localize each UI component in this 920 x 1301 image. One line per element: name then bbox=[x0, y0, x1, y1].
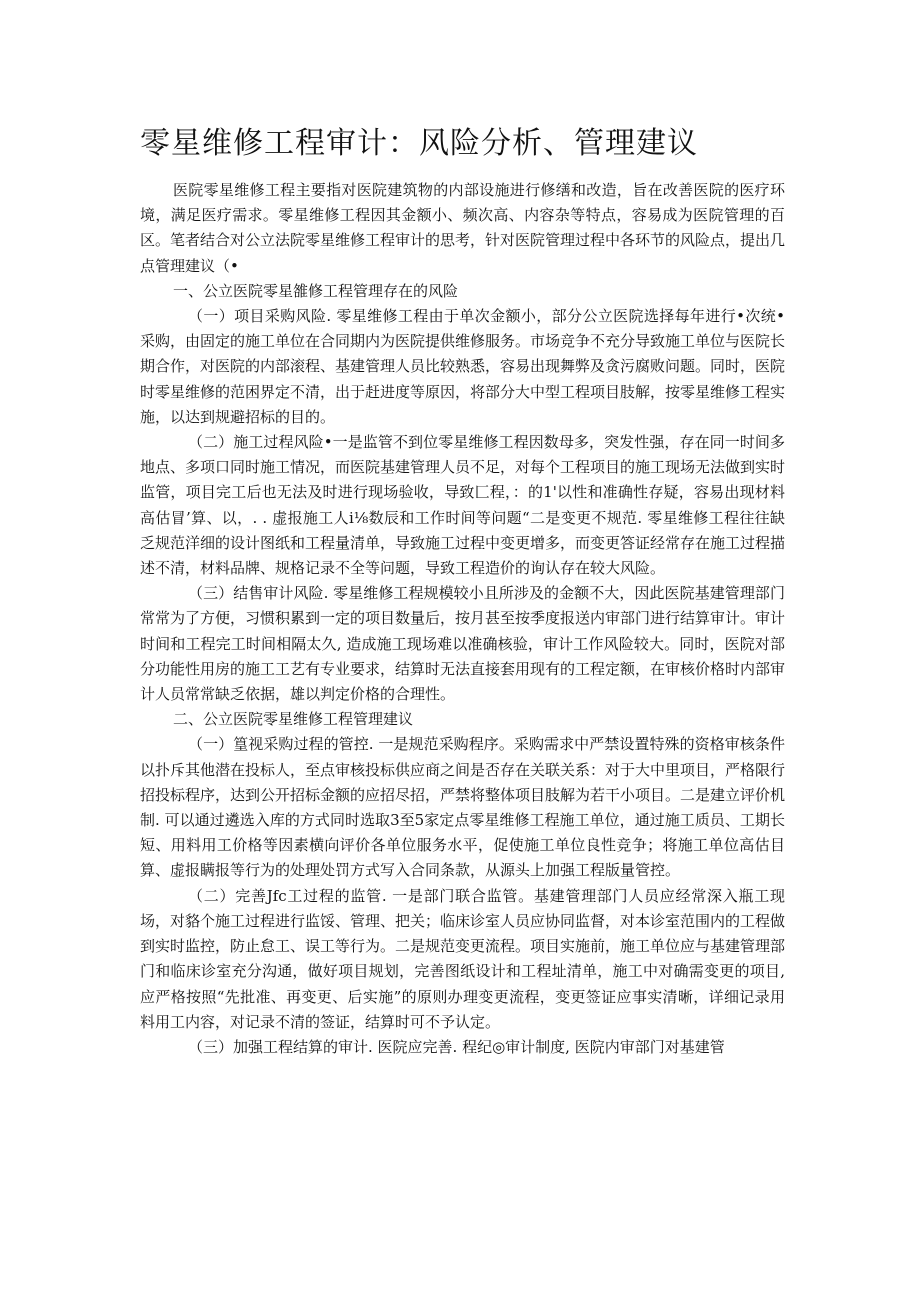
paragraph-settlement-risk: （三）结售审计风险. 零星维修工程规模较小且所涉及的金额不大，因此医院基建管理部门常常为了方便，习惯积累到一定的项目数量后，按月甚至按季度报送内审部门进行结算审计。审计时间和工程完工时间相隔太久, 造成施工现场难以准确核验，审计工作风险较大。同时，医院对部分功能性用房的施工工艺有专业要求，结算时无法直接套用现有的工程定额，在审核价格时内部审计人员常常缺乏依据，雄以判定价格的合理性。 bbox=[140, 584, 786, 704]
paragraph-construction-risk: （二）施工过程风险•一是监管不到位零星维修工程因数母多，突发性强，存在同一时间多地点、多项口同时施工情况，而医院基建管理人员不足，对每个工程项目的施工现场无法做到实时监管，项目完工后也无法及时进行现场验收，导致匚程，：的1'以性和准确性存疑，容易出现材料高估冒’算、以，. . 虚报施工人i⅛数辰和工作时间等问题“二是变更不规范. 零星维修工程往往缺乏规范洋细的设计图纸和工程量清单，导致施工过程中变更增多，而变更答证经常存在施工过程描述不清，材料品牌、规格记录不全等问题，导致工程造价的询认存在较大风险。 bbox=[140, 433, 786, 578]
paragraph-procurement-risk: （一）项目采购风险. 零星维修工程由于单次金额小，部分公立医院选择每年进行•次统•采购，由固定的施工单位在合同期内为医院提供维修服务。市场竞争不充分导致施工单位与医院长期合作，对医院的内部滚程、基建管理人员比较熟悉，容易出现舞弊及贪污腐败问题。同时，医院时零星维修的范困界定不清，出于赶进度等原因，将部分大中型工程项目肢解，按零星维修工程实施，以达到规避招标的目的。 bbox=[140, 307, 786, 426]
document-body bbox=[140, 178, 785, 1060]
section-heading-suggestions: 二、公立医院零星维修工程管理建议 bbox=[173, 710, 414, 729]
paragraph-construction-supervision: （二）完善Jfc工过程的监管. 一是部门联合监管。基建管理部门人员应经常深入瓶工现场，对貉个施工过程进行监馁、管理、把关；临床诊室人员应协同监督，对本诊室范围内的工程做到实时监控，防止怠工、误工等行为。二是规范变更流程。项目实施前，施工单位应与基建管理部门和临床诊室充分沟通，做好项目规划，完善图纸设计和工程址清单，施工中对确需变更的项目, 应严格按照“先批准、再变更、后实施”的原则办理变更流程，变更签证应事实清晰，详细记录用料用工内容，对记录不清的签证，结算时可不予认定。 bbox=[140, 886, 786, 1031]
intro-paragraph: 医院零星维修工程主要指对医院建筑物的内部设施进行修缮和改造，旨在改善医院的医疗环境，满足医疗需求。零星维修工程因其金额小、频次高、内容杂等特点，容易成为医院管理的百区。笔者结合对公立法院零星维修工程审计的思考，针对医院管理过程中各环节的风险点，提出几点管理建议（• bbox=[140, 181, 786, 275]
paragraph-settlement-audit: （三）加强工程结算的审计. 医院应完善. 程纪◎审计制度, 医院内审部门对基建管 bbox=[188, 1037, 725, 1056]
section-heading-risks: 一、公立医院零星雒修工程管理存在的风险 bbox=[173, 281, 459, 300]
document-title: 零星维修工程审计：风险分析、管理建议 bbox=[140, 126, 698, 161]
paragraph-procurement-control: （一）篁视采购过程的管控. 一是规范采购程序。采购需求中严禁设置特殊的资格审核条件以扑斥其他潜在投标人，至点审核投标供应商之间是否存在关联关系：对于大中里项目，严格限行招投标程序，达到公开招标金额的应招尽招，严禁将整体项目肢解为若干小项目。二是建立评价机制. 可以通过遴选入库的方式同时选取3至5家定点零星维修工程施工单位，通过施工质员、工期长短、用料用工价格等因素横向评价各单位服务水平，促使施工单位良性竞争；将施工单位高估目算、虚报瞒报等行为的处理处罚方式写入合同条款，从源头上加强工程版量管控。 bbox=[140, 735, 786, 880]
